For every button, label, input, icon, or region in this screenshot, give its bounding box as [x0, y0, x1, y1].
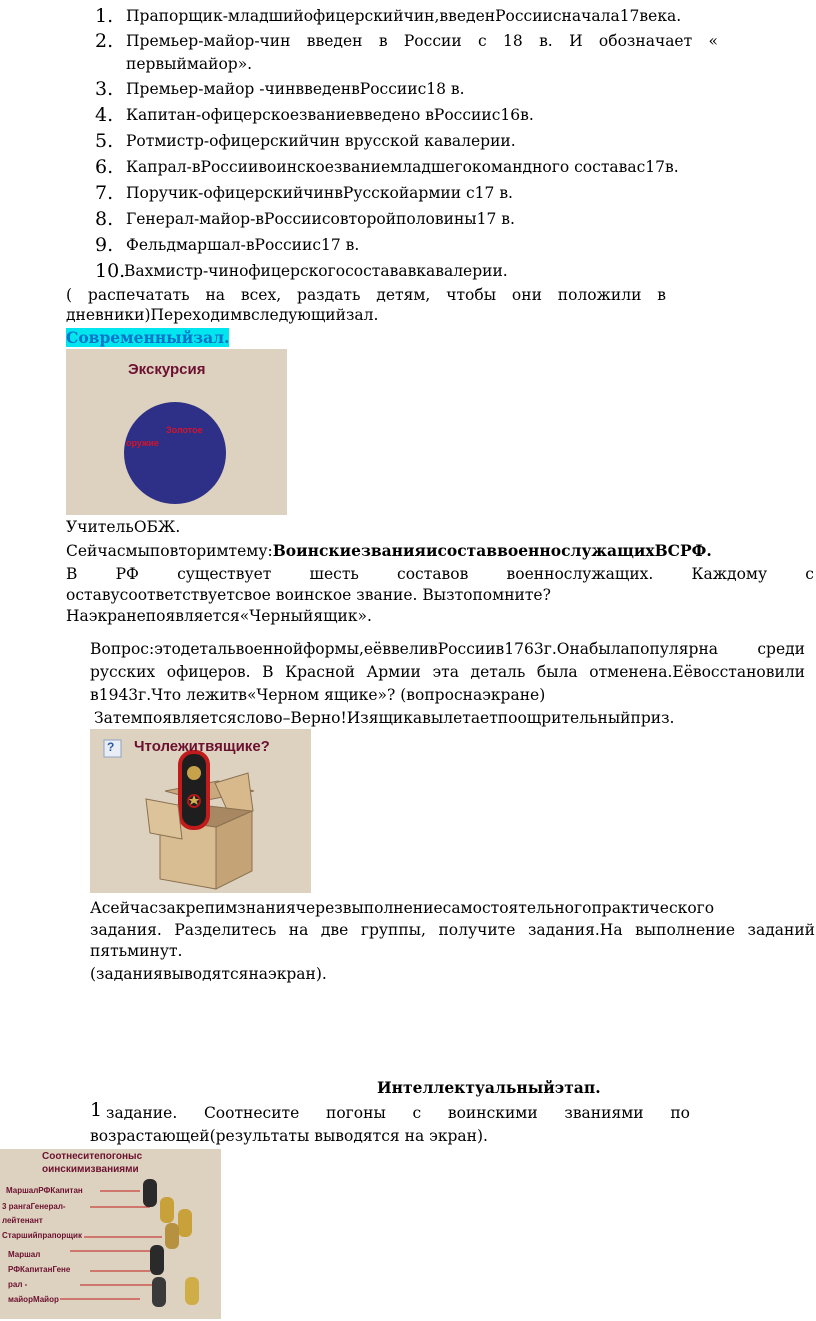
shoulder-board	[180, 752, 208, 828]
rf-line2: оставусоответствуетсвое воинское звание. Вызтопомните?	[66, 586, 551, 604]
black-box-line: Наэкранепоявляется«Черныйящик».	[66, 607, 372, 625]
question-line4: Затемпоявляетсяслово–Верно!Изящикавылетаетпоощрительныйприз.	[94, 709, 675, 727]
circle-label-2: оружие	[126, 438, 159, 448]
ranks-title-1: Соотнеситепогоныс	[42, 1151, 143, 1162]
repeat-line	[66, 541, 712, 561]
rank-label: РФКапитанГене	[8, 1265, 71, 1274]
list-item-text: Капрал-вРоссиивоинскоезваниемладшегокомандного составас17в.	[126, 158, 679, 176]
list-number: 9.	[95, 234, 114, 256]
rank-label: лейтенант	[2, 1216, 43, 1225]
list-item-text: Фельдмаршал-вРоссиис17 в.	[126, 236, 360, 254]
blue-circle	[124, 402, 226, 504]
list-number: 4.	[95, 104, 114, 126]
box-title: Чтолежитвящике?	[134, 738, 270, 755]
ranks-title-2: оинскимизваниями	[42, 1164, 139, 1175]
rf-line1: В РФ существует шесть составов военнослужащих. Каждому с	[66, 565, 814, 583]
question-mark: ?	[107, 740, 115, 754]
rank-label: Старшийпрапорщик	[2, 1231, 82, 1240]
list-number: 7.	[95, 182, 114, 204]
list-number: 8.	[95, 208, 114, 230]
epaulette	[143, 1179, 157, 1207]
epaulette	[150, 1245, 164, 1275]
task-intro-line4: (заданиявыводятсянаэкран).	[90, 965, 327, 983]
epaulette	[165, 1223, 179, 1249]
print-note-line1: ( распечатать на всех, раздать детям, чтобы они положили в	[66, 286, 666, 304]
excursion-image	[66, 349, 287, 515]
black-box-image	[90, 729, 311, 893]
list-item-text: Прапорщик-младшийофицерскийчин,введенРоссиисначала17века.	[126, 7, 682, 25]
list-item-text: Капитан-офицерскоезваниевведено вРоссиис16в.	[126, 106, 534, 124]
task1-number: 1	[90, 1099, 103, 1121]
question-line3: в1943г.Что лежитв«Черном ящике»? (вопроснаэкране)	[90, 686, 546, 704]
list-item-text: Премьер-майор -чинвведенвРоссиис18 в.	[126, 80, 465, 98]
task-intro-line1: Асейчасзакрепимзнаниячерезвыполнениесамостоятельногопрактического	[90, 899, 715, 917]
hall-title: Современныйзал.	[66, 328, 230, 347]
list-number: 6.	[95, 156, 114, 178]
list-number: 1.	[95, 5, 114, 27]
rank-label: Маршал	[8, 1250, 41, 1259]
repeat-prefix: Сейчасмыповторимтему:	[66, 542, 273, 560]
rank-label: рал -	[8, 1280, 28, 1289]
list-number: 5.	[95, 130, 114, 152]
list-number: 10.	[95, 260, 126, 282]
list-item-text: Генерал-майор-вРоссиисовторойполовины17 в.	[126, 210, 515, 228]
task-intro-line2: задания. Разделитесь на две группы, получите задания.На выполнение заданий	[90, 921, 815, 939]
ranks-matching-image	[0, 1149, 221, 1319]
circle-label-1: Золотое	[166, 425, 203, 435]
list-item-text: Поручик-офицерскийчинвРусскойармии с17 в.	[126, 184, 513, 202]
epaulette	[160, 1197, 174, 1223]
epaulette	[152, 1277, 166, 1307]
list-number: 3.	[95, 78, 114, 100]
epaulette	[178, 1209, 192, 1237]
task1-line1: задание. Соотнесите погоны с воинскими званиями по	[106, 1104, 690, 1122]
print-note-line2: дневники)Переходимвследующийзал.	[66, 306, 379, 324]
excursion-title: Экскурсия	[128, 361, 206, 378]
rank-label: МаршалРФКапитан	[6, 1186, 83, 1195]
list-item-text: Ротмистр-офицерскийчин врусской кавалерии.	[126, 132, 516, 150]
question-line1: Вопрос:этодетальвоеннойформы,еёввеливРоссиив1763г.Онабылапопулярна среди	[90, 640, 805, 658]
rank-label: майорМайор	[8, 1295, 59, 1304]
list-item-text-cont: первыймайор».	[126, 55, 253, 73]
stage-title: Интеллектуальныйэтап.	[377, 1078, 601, 1097]
epaulette	[185, 1277, 199, 1305]
rank-label: 3 рангаГенерал-	[2, 1202, 66, 1211]
repeat-topic: ВоинскиезванияисоставвоеннослужащихВСРФ.	[272, 541, 712, 560]
task1-line2: возрастающей(результаты выводятся на экран).	[90, 1127, 488, 1145]
list-number: 2.	[95, 30, 114, 52]
list-item-text: Премьер-майор-чин введен в России с 18 в. И обозначает «	[126, 32, 718, 50]
question-line2: русских офицеров. В Красной Армии эта деталь была отменена.Еёвосстановили	[90, 663, 805, 681]
task-intro-line3: пятьминут.	[90, 942, 183, 960]
teacher-line: УчительОБЖ.	[66, 518, 181, 536]
list-item-text: Вахмистр-чинофицерскогосостававкавалерии.	[124, 262, 508, 280]
